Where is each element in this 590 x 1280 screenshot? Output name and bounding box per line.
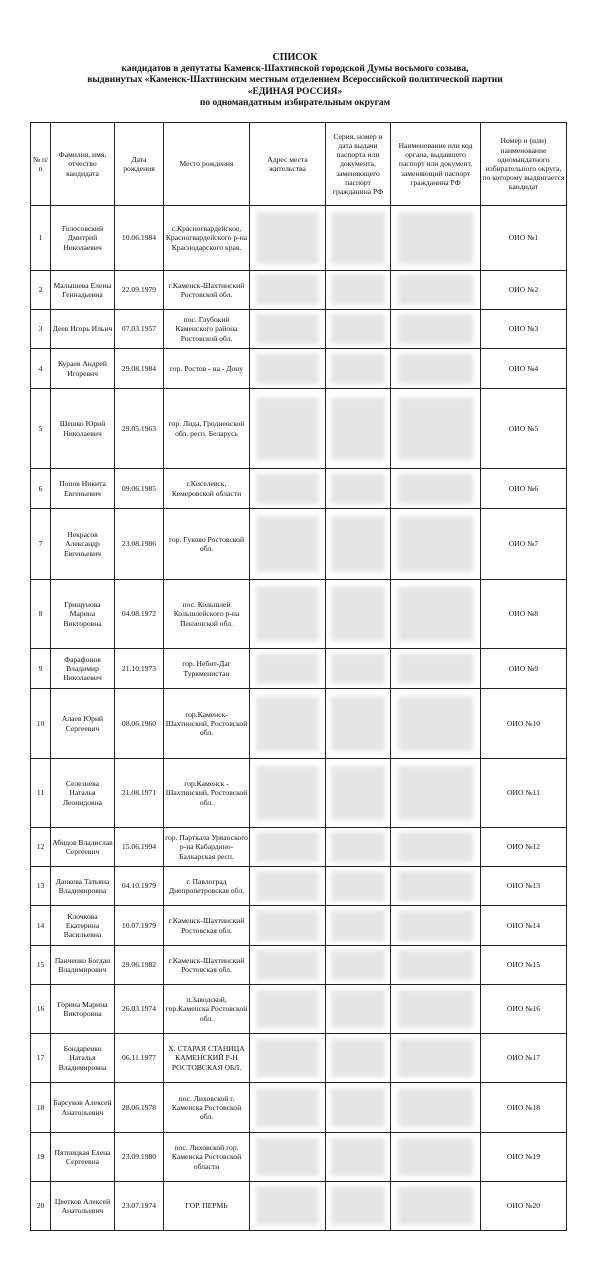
cell-fio: Некрасов Александр Евгеньевич bbox=[51, 509, 115, 580]
cell-num: 3 bbox=[31, 310, 51, 349]
cell-birthplace: г.Каменск-Шахтинский Ростовская обл. bbox=[164, 946, 250, 985]
cell-address-redacted bbox=[250, 509, 326, 580]
cell-birthplace: гор.Каменск-Шахтинский, Ростовской обл. bbox=[164, 689, 250, 759]
col-header-address: Адрес места жительства bbox=[250, 123, 326, 206]
redaction-blur bbox=[398, 516, 473, 572]
cell-passport-redacted bbox=[326, 649, 391, 689]
cell-num: 15 bbox=[31, 946, 51, 985]
cell-num: 20 bbox=[31, 1182, 51, 1231]
cell-dob: 23.09.1980 bbox=[115, 1133, 164, 1182]
cell-fio: Попов Никита Евгеньевич bbox=[51, 469, 115, 509]
cell-district: ОИО №13 bbox=[481, 867, 567, 906]
redaction-blur bbox=[256, 950, 319, 980]
cell-birthplace: Х. СТАРАЯ СТАНИЦА КАМЕНСКИЙ Р-Н РОСТОВСКАЯ ОБЛ. bbox=[164, 1034, 250, 1083]
cell-fio: Бондаренко Наталья Владимировна bbox=[51, 1034, 115, 1083]
cell-num: 9 bbox=[31, 649, 51, 689]
cell-issuer-redacted bbox=[391, 580, 481, 649]
cell-fio: Горина Марина Викторовна bbox=[51, 985, 115, 1034]
table-row bbox=[31, 1182, 567, 1231]
cell-num: 1 bbox=[31, 206, 51, 271]
cell-fio: Алаев Юрий Сергеевич bbox=[51, 689, 115, 759]
header-line-3: «ЕДИНАЯ РОССИЯ» bbox=[247, 86, 343, 97]
cell-passport-redacted bbox=[326, 206, 391, 271]
cell-district: ОИО №9 bbox=[481, 649, 567, 689]
cell-birthplace: ГОР. ПЕРМЬ bbox=[164, 1182, 250, 1231]
cell-birthplace: п.Заводской, гор.Каменска Ростовской обл. bbox=[164, 985, 250, 1034]
header-line-4: по одномандатным избирательным округам bbox=[199, 98, 391, 108]
cell-dob: 04.08.1972 bbox=[115, 580, 164, 649]
cell-passport-redacted bbox=[326, 828, 391, 867]
cell-dob: 07.03.1957 bbox=[115, 310, 164, 349]
table-row bbox=[31, 1133, 567, 1182]
cell-address-redacted bbox=[250, 985, 326, 1034]
redaction-blur bbox=[331, 275, 385, 305]
redaction-blur bbox=[256, 696, 319, 751]
cell-passport-redacted bbox=[326, 946, 391, 985]
redaction-blur bbox=[398, 1039, 473, 1077]
cell-dob: 21.08.1971 bbox=[115, 759, 164, 828]
cell-passport-redacted bbox=[326, 867, 391, 906]
cell-district: ОИО №3 bbox=[481, 310, 567, 349]
redaction-blur bbox=[398, 871, 473, 901]
cell-birthplace: г.Каменск-Шахтинский Ростовской обл. bbox=[164, 271, 250, 310]
cell-district: ОИО №18 bbox=[481, 1083, 567, 1133]
cell-fio: Селезнева Наталья Леонидовна bbox=[51, 759, 115, 828]
cell-address-redacted bbox=[250, 580, 326, 649]
cell-dob: 21.10.1973 bbox=[115, 649, 164, 689]
cell-issuer-redacted bbox=[391, 1083, 481, 1133]
cell-issuer-redacted bbox=[391, 310, 481, 349]
cell-passport-redacted bbox=[326, 689, 391, 759]
cell-address-redacted bbox=[250, 271, 326, 310]
cell-fio: Панченко Богдан Владимирович bbox=[51, 946, 115, 985]
cell-birthplace: пос. Кольшлей Кольшлейского р-на Пензенской обл. bbox=[164, 580, 250, 649]
redaction-blur bbox=[256, 766, 319, 820]
cell-fio: Голосовский Дмитрий Николаевич bbox=[51, 206, 115, 271]
cell-issuer-redacted bbox=[391, 946, 481, 985]
redaction-blur bbox=[398, 910, 473, 941]
redaction-blur bbox=[398, 473, 473, 504]
header-line-1: кандидатов в депутаты Каменск-Шахтинской городской Думы восьмого созыва, bbox=[121, 63, 469, 74]
col-header-dob: Дата рождения bbox=[115, 123, 164, 206]
redaction-blur bbox=[256, 275, 319, 305]
redaction-blur bbox=[331, 871, 385, 901]
cell-num: 12 bbox=[31, 828, 51, 867]
cell-issuer-redacted bbox=[391, 906, 481, 946]
cell-issuer-redacted bbox=[391, 271, 481, 310]
cell-num: 6 bbox=[31, 469, 51, 509]
cell-issuer-redacted bbox=[391, 1182, 481, 1231]
cell-num: 13 bbox=[31, 867, 51, 906]
cell-birthplace: гор. Лида, Гродненской обл. респ. Беларусь bbox=[164, 389, 250, 469]
cell-address-redacted bbox=[250, 1133, 326, 1182]
cell-address-redacted bbox=[250, 389, 326, 469]
cell-district: ОИО №12 bbox=[481, 828, 567, 867]
cell-district: ОИО №15 bbox=[481, 946, 567, 985]
cell-district: ОИО №8 bbox=[481, 580, 567, 649]
table-row bbox=[31, 1034, 567, 1083]
cell-address-redacted bbox=[250, 649, 326, 689]
cell-issuer-redacted bbox=[391, 389, 481, 469]
cell-num: 10 bbox=[31, 689, 51, 759]
redaction-blur bbox=[331, 473, 385, 504]
cell-issuer-redacted bbox=[391, 509, 481, 580]
cell-address-redacted bbox=[250, 349, 326, 389]
cell-dob: 06.11.1977 bbox=[115, 1034, 164, 1083]
redaction-blur bbox=[398, 653, 473, 684]
cell-district: ОИО №5 bbox=[481, 389, 567, 469]
redaction-blur bbox=[398, 587, 473, 641]
table-row bbox=[31, 689, 567, 759]
cell-passport-redacted bbox=[326, 759, 391, 828]
cell-birthplace: г. Павлоград Днепропетровская обл. bbox=[164, 867, 250, 906]
cell-fio: Барсуков Алексей Анатольевич bbox=[51, 1083, 115, 1133]
table-row bbox=[31, 985, 567, 1034]
cell-address-redacted bbox=[250, 469, 326, 509]
cell-birthplace: гор. Небит-Даг Туркменистан bbox=[164, 649, 250, 689]
cell-district: ОИО №14 bbox=[481, 906, 567, 946]
cell-fio: Деев Игорь Ильич bbox=[51, 310, 115, 349]
redaction-blur bbox=[256, 653, 319, 684]
cell-district: ОИО №1 bbox=[481, 206, 567, 271]
cell-issuer-redacted bbox=[391, 985, 481, 1034]
redaction-blur bbox=[256, 516, 319, 572]
col-header-num: № п/п bbox=[31, 123, 51, 206]
redaction-blur bbox=[256, 1187, 319, 1225]
cell-address-redacted bbox=[250, 310, 326, 349]
cell-fio: Абидов Владислав Сергеевич bbox=[51, 828, 115, 867]
redaction-blur bbox=[256, 990, 319, 1028]
redaction-blur bbox=[331, 212, 385, 263]
document-header bbox=[0, 52, 590, 110]
cell-passport-redacted bbox=[326, 271, 391, 310]
redaction-blur bbox=[256, 473, 319, 504]
cell-birthplace: гор. Ростов - на - Дону bbox=[164, 349, 250, 389]
candidates-table bbox=[30, 122, 567, 1231]
cell-passport-redacted bbox=[326, 1034, 391, 1083]
cell-passport-redacted bbox=[326, 469, 391, 509]
cell-num: 8 bbox=[31, 580, 51, 649]
cell-birthplace: г.Киселевск, Кемеровской области bbox=[164, 469, 250, 509]
cell-passport-redacted bbox=[326, 1182, 391, 1231]
table-row bbox=[31, 649, 567, 689]
redaction-blur bbox=[398, 990, 473, 1028]
cell-district: ОИО №20 bbox=[481, 1182, 567, 1231]
table-row bbox=[31, 349, 567, 389]
redaction-blur bbox=[331, 950, 385, 980]
cell-district: ОИО №17 bbox=[481, 1034, 567, 1083]
redaction-blur bbox=[398, 212, 473, 263]
cell-address-redacted bbox=[250, 1083, 326, 1133]
redaction-blur bbox=[331, 653, 385, 684]
cell-dob: 28.06.1978 bbox=[115, 1083, 164, 1133]
header-line-2: выдвинутых «Каменск-Шахтинским местным отделением Всероссийской политической партии bbox=[87, 75, 503, 85]
redaction-blur bbox=[398, 832, 473, 862]
cell-address-redacted bbox=[250, 867, 326, 906]
cell-num: 17 bbox=[31, 1034, 51, 1083]
table-row bbox=[31, 206, 567, 271]
cell-birthplace: гор.Каменск - Шахтинский, Ростовской обл. bbox=[164, 759, 250, 828]
cell-issuer-redacted bbox=[391, 1133, 481, 1182]
cell-address-redacted bbox=[250, 1034, 326, 1083]
cell-passport-redacted bbox=[326, 985, 391, 1034]
table-header-row bbox=[31, 123, 567, 206]
redaction-blur bbox=[331, 990, 385, 1028]
cell-dob: 04.10.1979 bbox=[115, 867, 164, 906]
cell-issuer-redacted bbox=[391, 1034, 481, 1083]
col-header-issuer: Наименование или код органа, выдавшего паспорт или документ, заменяющий паспорт гражданина РФ bbox=[391, 123, 481, 206]
cell-num: 11 bbox=[31, 759, 51, 828]
cell-fio: Клочкова Екатерина Васильевна bbox=[51, 906, 115, 946]
table-row bbox=[31, 1083, 567, 1133]
cell-district: ОИО №10 bbox=[481, 689, 567, 759]
col-header-passport: Серия, номер и дата выдачи паспорта или документа, заменяющего паспорт гражданина РФ bbox=[326, 123, 391, 206]
cell-birthplace: пос. Глубокий Каменского района Ростовской обл. bbox=[164, 310, 250, 349]
cell-fio: Шешко Юрий Николаевич bbox=[51, 389, 115, 469]
cell-birthplace: пос. Лиховской гор. Каменска Ростовской области bbox=[164, 1133, 250, 1182]
cell-address-redacted bbox=[250, 828, 326, 867]
cell-birthplace: пос. Лиховской г. Каменска Ростовской обл. bbox=[164, 1083, 250, 1133]
cell-issuer-redacted bbox=[391, 867, 481, 906]
redaction-blur bbox=[256, 1088, 319, 1127]
cell-dob: 22.09.1979 bbox=[115, 271, 164, 310]
cell-fio: Кураев Андрей Игоревич bbox=[51, 349, 115, 389]
cell-issuer-redacted bbox=[391, 649, 481, 689]
redaction-blur bbox=[331, 1088, 385, 1127]
cell-dob: 26.03.1974 bbox=[115, 985, 164, 1034]
cell-dob: 29.06.1982 bbox=[115, 946, 164, 985]
redaction-blur bbox=[256, 587, 319, 641]
table-row bbox=[31, 509, 567, 580]
cell-district: ОИО №6 bbox=[481, 469, 567, 509]
redaction-blur bbox=[398, 1088, 473, 1127]
cell-fio: Грищунова Марина Викторовна bbox=[51, 580, 115, 649]
cell-fio: Пятницкая Елена Сергеевна bbox=[51, 1133, 115, 1182]
cell-dob: 15.06.1994 bbox=[115, 828, 164, 867]
document-title: СПИСОК bbox=[272, 52, 318, 63]
redaction-blur bbox=[398, 696, 473, 751]
redaction-blur bbox=[331, 696, 385, 751]
cell-district: ОИО №16 bbox=[481, 985, 567, 1034]
cell-num: 2 bbox=[31, 271, 51, 310]
cell-issuer-redacted bbox=[391, 828, 481, 867]
redaction-blur bbox=[256, 397, 319, 460]
redaction-blur bbox=[331, 587, 385, 641]
cell-dob: 29.08.1984 bbox=[115, 349, 164, 389]
col-header-fio: Фамилия, имя, отчество кандидата bbox=[51, 123, 115, 206]
col-header-district: Номер и (или) наименование одномандатного избирательного округа, по которому выдвигается кандидат bbox=[481, 123, 567, 206]
cell-district: ОИО №4 bbox=[481, 349, 567, 389]
redaction-blur bbox=[398, 353, 473, 384]
cell-birthplace: гор. Гуково Ростовской обл. bbox=[164, 509, 250, 580]
redaction-blur bbox=[398, 314, 473, 344]
cell-passport-redacted bbox=[326, 349, 391, 389]
cell-fio: Цветков Алексей Анатольевич bbox=[51, 1182, 115, 1231]
cell-fio: Фарафонов Владимир Николаевич bbox=[51, 649, 115, 689]
cell-issuer-redacted bbox=[391, 206, 481, 271]
redaction-blur bbox=[331, 397, 385, 460]
cell-num: 14 bbox=[31, 906, 51, 946]
cell-num: 16 bbox=[31, 985, 51, 1034]
redaction-blur bbox=[331, 1138, 385, 1176]
table-row bbox=[31, 271, 567, 310]
table-row bbox=[31, 580, 567, 649]
redaction-blur bbox=[398, 397, 473, 460]
cell-issuer-redacted bbox=[391, 349, 481, 389]
redaction-blur bbox=[256, 1039, 319, 1077]
cell-passport-redacted bbox=[326, 906, 391, 946]
cell-issuer-redacted bbox=[391, 759, 481, 828]
cell-fio: Данкева Татьяна Владимировна bbox=[51, 867, 115, 906]
redaction-blur bbox=[331, 516, 385, 572]
redaction-blur bbox=[331, 832, 385, 862]
cell-district: ОИО №11 bbox=[481, 759, 567, 828]
redaction-blur bbox=[256, 871, 319, 901]
redaction-blur bbox=[256, 353, 319, 384]
redaction-blur bbox=[398, 1187, 473, 1225]
table-row bbox=[31, 759, 567, 828]
cell-address-redacted bbox=[250, 946, 326, 985]
cell-birthplace: гор. Парткала Урванского р-на Кабардино-Балкарская респ. bbox=[164, 828, 250, 867]
cell-birthplace: с.Красногвардейское, Красногвардейского р-на Краснодарского края. bbox=[164, 206, 250, 271]
redaction-blur bbox=[256, 832, 319, 862]
cell-issuer-redacted bbox=[391, 469, 481, 509]
cell-dob: 09.06.1985 bbox=[115, 469, 164, 509]
cell-num: 4 bbox=[31, 349, 51, 389]
redaction-blur bbox=[256, 910, 319, 941]
cell-num: 19 bbox=[31, 1133, 51, 1182]
redaction-blur bbox=[331, 766, 385, 820]
cell-district: ОИО №2 bbox=[481, 271, 567, 310]
cell-district: ОИО №19 bbox=[481, 1133, 567, 1182]
cell-num: 7 bbox=[31, 509, 51, 580]
redaction-blur bbox=[331, 1187, 385, 1225]
cell-passport-redacted bbox=[326, 509, 391, 580]
cell-address-redacted bbox=[250, 206, 326, 271]
cell-birthplace: г.Каменск-Шахтинский Ростовская обл. bbox=[164, 906, 250, 946]
redaction-blur bbox=[331, 910, 385, 941]
redaction-blur bbox=[398, 275, 473, 305]
table-row bbox=[31, 310, 567, 349]
table-row bbox=[31, 469, 567, 509]
cell-passport-redacted bbox=[326, 1083, 391, 1133]
cell-address-redacted bbox=[250, 906, 326, 946]
cell-passport-redacted bbox=[326, 1133, 391, 1182]
redaction-blur bbox=[331, 353, 385, 384]
col-header-birthplace: Место рождения bbox=[164, 123, 250, 206]
cell-num: 5 bbox=[31, 389, 51, 469]
cell-address-redacted bbox=[250, 759, 326, 828]
cell-fio: Малышева Елены Геннадьевна bbox=[51, 271, 115, 310]
redaction-blur bbox=[398, 950, 473, 980]
cell-dob: 23.07.1974 bbox=[115, 1182, 164, 1231]
redaction-blur bbox=[398, 766, 473, 820]
cell-dob: 23.08.1986 bbox=[115, 509, 164, 580]
table-row bbox=[31, 828, 567, 867]
cell-passport-redacted bbox=[326, 389, 391, 469]
cell-address-redacted bbox=[250, 1182, 326, 1231]
cell-passport-redacted bbox=[326, 580, 391, 649]
redaction-blur bbox=[256, 314, 319, 344]
cell-passport-redacted bbox=[326, 310, 391, 349]
redaction-blur bbox=[331, 1039, 385, 1077]
cell-num: 18 bbox=[31, 1083, 51, 1133]
cell-dob: 08.06.1960 bbox=[115, 689, 164, 759]
redaction-blur bbox=[256, 212, 319, 263]
cell-issuer-redacted bbox=[391, 689, 481, 759]
redaction-blur bbox=[331, 314, 385, 344]
cell-address-redacted bbox=[250, 689, 326, 759]
table-row bbox=[31, 867, 567, 906]
redaction-blur bbox=[256, 1138, 319, 1176]
cell-dob: 10.07.1979 bbox=[115, 906, 164, 946]
cell-district: ОИО №7 bbox=[481, 509, 567, 580]
redaction-blur bbox=[398, 1138, 473, 1176]
table-row bbox=[31, 906, 567, 946]
table-row bbox=[31, 389, 567, 469]
table-row bbox=[31, 946, 567, 985]
cell-dob: 29.05.1963 bbox=[115, 389, 164, 469]
cell-dob: 10.06.1984 bbox=[115, 206, 164, 271]
